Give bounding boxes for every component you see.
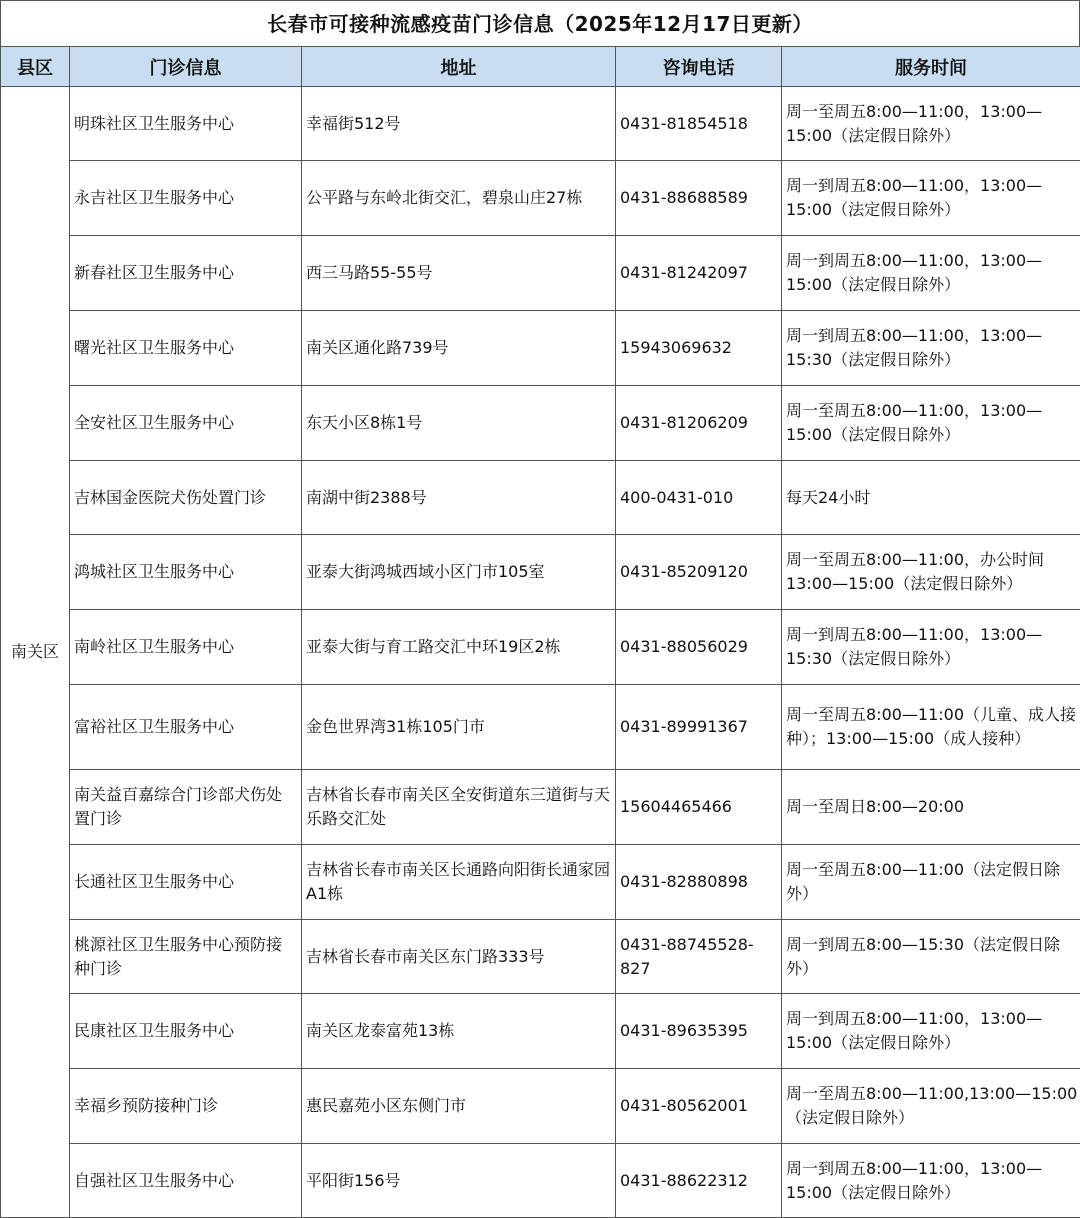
page-title: 长春市可接种流感疫苗门诊信息（2025年12月17日更新） [0,0,1080,46]
clinic-name: 富裕社区卫生服务中心 [70,685,302,770]
header-hours: 服务时间 [782,47,1080,87]
clinic-address: 惠民嘉苑小区东侧门市 [302,1069,616,1144]
clinic-address: 南湖中街2388号 [302,461,616,535]
clinic-name: 幸福乡预防接种门诊 [70,1069,302,1144]
clinic-name: 永吉社区卫生服务中心 [70,161,302,236]
header-row [1,47,1080,87]
clinic-phone: 0431-88688589 [616,161,782,236]
clinic-hours: 周一到周五8:00—11:00，13:00—15:30（法定假日除外） [782,610,1080,685]
clinic-hours: 周一至周五8:00—11:00，13:00—15:00（法定假日除外） [782,87,1080,161]
clinic-hours: 周一至周五8:00—11:00,13:00—15:00（法定假日除外） [782,1069,1080,1144]
clinic-address: 吉林省长春市南关区长通路向阳街长通家园A1栋 [302,845,616,920]
clinic-name: 鸿城社区卫生服务中心 [70,535,302,610]
clinic-phone: 15604465466 [616,770,782,845]
clinic-address: 南关区龙泰富苑13栋 [302,994,616,1069]
clinic-name: 吉林国金医院犬伤处置门诊 [70,461,302,535]
clinic-address: 幸福街512号 [302,87,616,161]
clinic-phone: 0431-80562001 [616,1069,782,1144]
clinic-name: 新春社区卫生服务中心 [70,236,302,311]
clinic-phone: 0431-88056029 [616,610,782,685]
clinic-hours: 每天24小时 [782,461,1080,535]
clinic-name: 曙光社区卫生服务中心 [70,311,302,386]
table-row [1,87,1080,161]
county-cell: 南关区 [1,87,70,1218]
clinic-name: 全安社区卫生服务中心 [70,386,302,461]
clinic-hours: 周一到周五8:00—15:30（法定假日除外） [782,920,1080,994]
clinic-hours: 周一至周五8:00—11:00（法定假日除外） [782,845,1080,920]
clinic-hours: 周一到周五8:00—11:00，13:00—15:00（法定假日除外） [782,161,1080,236]
table-row [1,386,1080,461]
table-row [1,461,1080,535]
clinic-phone: 0431-85209120 [616,535,782,610]
clinic-phone: 0431-82880898 [616,845,782,920]
header-phone: 咨询电话 [616,47,782,87]
clinic-phone: 0431-89991367 [616,685,782,770]
clinic-hours: 周一至周日8:00—20:00 [782,770,1080,845]
clinic-phone: 0431-88622312 [616,1144,782,1218]
clinic-address: 亚泰大街鸿城西域小区门市105室 [302,535,616,610]
clinic-address: 吉林省长春市南关区全安街道东三道街与天乐路交汇处 [302,770,616,845]
clinic-address: 亚泰大街与育工路交汇中环19区2栋 [302,610,616,685]
header-county: 县区 [1,47,70,87]
clinic-hours: 周一到周五8:00—11:00，13:00—15:00（法定假日除外） [782,236,1080,311]
clinic-hours: 周一到周五8:00—11:00，13:00—15:00（法定假日除外） [782,1144,1080,1218]
clinic-hours: 周一至周五8:00—11:00，13:00—15:00（法定假日除外） [782,386,1080,461]
table-row [1,311,1080,386]
clinic-address: 金色世界湾31栋105门市 [302,685,616,770]
clinic-name: 南关益百嘉综合门诊部犬伤处置门诊 [70,770,302,845]
clinic-phone: 0431-81206209 [616,386,782,461]
table-row [1,1069,1080,1144]
table-row [1,685,1080,770]
table-row [1,770,1080,845]
clinic-address: 南关区通化路739号 [302,311,616,386]
clinic-address: 公平路与东岭北街交汇，碧泉山庄27栋 [302,161,616,236]
clinic-address: 西三马路55-55号 [302,236,616,311]
table-row [1,1144,1080,1218]
clinic-address: 平阳街156号 [302,1144,616,1218]
table-row [1,161,1080,236]
clinic-hours: 周一至周五8:00—11:00，办公时间13:00—15:00（法定假日除外） [782,535,1080,610]
clinic-name: 明珠社区卫生服务中心 [70,87,302,161]
table-row [1,994,1080,1069]
table-row [1,535,1080,610]
clinic-address: 东天小区8栋1号 [302,386,616,461]
table-row [1,920,1080,994]
table-row [1,845,1080,920]
clinic-phone: 0431-81854518 [616,87,782,161]
clinic-name: 自强社区卫生服务中心 [70,1144,302,1218]
clinic-hours: 周一至周五8:00—11:00（儿童、成人接种）；13:00—15:00（成人接种） [782,685,1080,770]
clinic-name: 南岭社区卫生服务中心 [70,610,302,685]
clinic-address: 吉林省长春市南关区东门路333号 [302,920,616,994]
header-clinic: 门诊信息 [70,47,302,87]
clinic-table [0,46,1080,1218]
clinic-phone: 0431-88745528-827 [616,920,782,994]
clinic-hours: 周一到周五8:00—11:00，13:00—15:30（法定假日除外） [782,311,1080,386]
clinic-phone: 400-0431-010 [616,461,782,535]
clinic-name: 民康社区卫生服务中心 [70,994,302,1069]
clinic-hours: 周一到周五8:00—11:00，13:00—15:00（法定假日除外） [782,994,1080,1069]
clinic-phone: 0431-81242097 [616,236,782,311]
table-row [1,610,1080,685]
clinic-name: 桃源社区卫生服务中心预防接种门诊 [70,920,302,994]
clinic-name: 长通社区卫生服务中心 [70,845,302,920]
clinic-phone: 15943069632 [616,311,782,386]
clinic-phone: 0431-89635395 [616,994,782,1069]
header-address: 地址 [302,47,616,87]
table-row [1,236,1080,311]
